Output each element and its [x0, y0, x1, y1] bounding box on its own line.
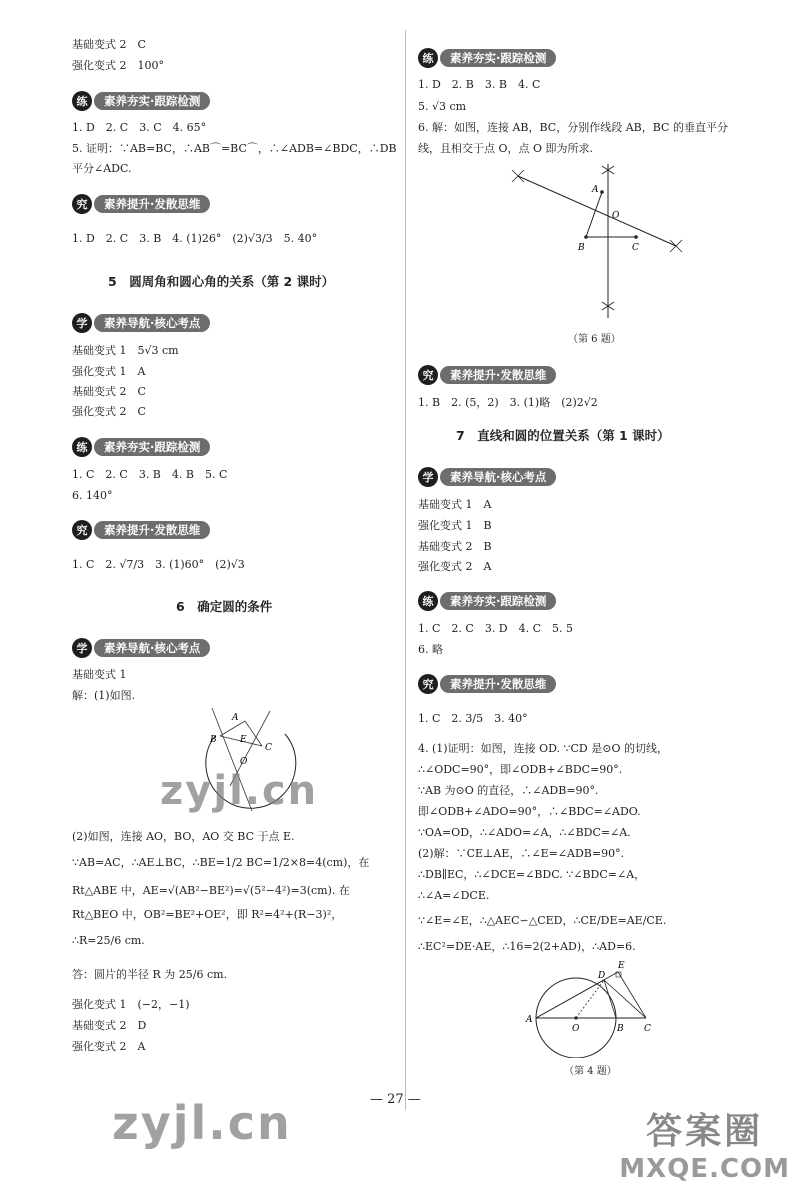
answer-line: ∴DB∥EC，∴∠DCE=∠BDC. ∵∠BDC=∠A，	[418, 868, 646, 881]
site-logo-title: 答案圈	[646, 1111, 764, 1152]
section-extension	[418, 673, 556, 695]
answer-line: ∵AB 为⊙O 的直径，∴∠ADB=90°.	[418, 784, 599, 797]
figure-4-tangent-circle	[518, 958, 668, 1058]
page-number: — 27 —	[370, 1092, 421, 1107]
answer-line: 基础变式 1 A	[418, 498, 492, 511]
section-label: 素养夯实·跟踪检测	[94, 438, 210, 456]
lesson-heading: 6 确定圆的条件	[176, 599, 273, 614]
answer-line: 基础变式 2 B	[418, 540, 492, 553]
answer-line: ∴∠ODC=90°，即∠ODB+∠BDC=90°.	[418, 763, 623, 776]
answer-line: 1. D 2. C 3. B 4. (1)26° (2)√3/3 5. 40°	[72, 232, 318, 245]
answer-line: 强化变式 2 C	[72, 405, 146, 418]
fig-label-a: A	[592, 185, 599, 195]
answer-line: 平分∠ADC.	[72, 162, 132, 175]
section-core	[418, 466, 556, 488]
section-practice	[72, 436, 210, 458]
watermark: zyjl.cn	[160, 768, 319, 814]
answer-line: 解：(1)如图.	[72, 689, 136, 702]
answer-line: 5. 证明：∵AB=BC，∴AB⌒=BC⌒，∴∠ADB=∠BDC，∴DB	[72, 142, 397, 155]
answer-line: (2)如图，连接 AO，BO，AO 交 BC 于点 E.	[72, 830, 295, 843]
answer-line: 1. C 2. C 3. B 4. B 5. C	[72, 468, 228, 481]
answer-line: 4. (1)证明：如图，连接 OD. ∵CD 是⊙O 的切线，	[418, 742, 668, 755]
fig-label-o: O	[240, 757, 248, 767]
section-badge: 练	[418, 591, 438, 611]
fig-label-e: E	[240, 735, 247, 745]
lesson-heading: 5 圆周角和圆心角的关系（第 2 课时）	[108, 274, 335, 289]
answer-line: 强化变式 1 B	[418, 519, 492, 532]
answer-line: 1. D 2. C 3. C 4. 65°	[72, 121, 207, 134]
section-extension	[72, 193, 210, 215]
section-badge: 究	[72, 194, 92, 214]
answer-line: 强化变式 1 A	[72, 365, 146, 378]
watermark: zyjl.cn	[112, 1096, 292, 1150]
answer-line: ∵OA=OD，∴∠ADO=∠A，∴∠BDC=∠A.	[418, 826, 631, 839]
section-badge: 练	[72, 91, 92, 111]
fig-label-b: B	[578, 243, 585, 253]
figure-caption: （第 6 题）	[568, 334, 621, 345]
section-badge: 学	[418, 467, 438, 487]
section-extension	[72, 519, 210, 541]
answer-line: 基础变式 1	[72, 668, 127, 681]
section-badge: 究	[72, 520, 92, 540]
answer-line: ∵∠E=∠E，∴△AEC∽△CED，∴CE/DE=AE/CE.	[418, 914, 667, 927]
answer-line: 基础变式 1 5√3 cm	[72, 344, 179, 357]
section-core	[72, 637, 210, 659]
section-practice	[418, 47, 556, 69]
figure-6-perpendicular-bisectors	[498, 162, 698, 322]
answer-line: 线，且相交于点 O，点 O 即为所求.	[418, 142, 594, 155]
fig-label-c: C	[644, 1024, 651, 1034]
section-label: 素养夯实·跟踪检测	[94, 92, 210, 110]
answer-line: 基础变式 2 D	[72, 1019, 147, 1032]
section-label: 素养提升·发散思维	[440, 366, 556, 384]
answer-line: 1. C 2. 3/5 3. 40°	[418, 712, 528, 725]
answer-line: ∴EC²=DE·AE，∴16=2(2+AD)，∴AD=6.	[418, 940, 636, 953]
site-logo-url: MXQE.COM	[619, 1154, 790, 1184]
section-label: 素养提升·发散思维	[94, 521, 210, 539]
section-badge: 究	[418, 365, 438, 385]
answer-line: 强化变式 2 100°	[72, 59, 164, 72]
fig-label-o: O	[612, 211, 620, 221]
answer-line: 强化变式 1 (−2，−1)	[72, 998, 190, 1011]
fig-label-c: C	[265, 743, 272, 753]
section-label: 素养夯实·跟踪检测	[440, 49, 556, 67]
answer-line: 6. 140°	[72, 489, 113, 502]
fig-label-c: C	[632, 243, 639, 253]
answer-line: ∴∠A=∠DCE.	[418, 889, 490, 902]
section-badge: 练	[72, 437, 92, 457]
section-extension	[418, 364, 556, 386]
answer-line: 1. D 2. B 3. B 4. C	[418, 78, 541, 91]
answer-line: 1. B 2. (5，2) 3. (1)略 (2)2√2	[418, 396, 598, 409]
answer-line: (2)解：∵CE⊥AE，∴∠E=∠ADB=90°.	[418, 847, 625, 860]
section-badge: 学	[72, 638, 92, 658]
fig-label-a: A	[526, 1015, 533, 1025]
answer-line: 6. 解：如图，连接 AB，BC，分别作线段 AB，BC 的垂直平分	[418, 121, 728, 134]
answer-line: 1. C 2. C 3. D 4. C 5. 5	[418, 622, 574, 635]
fig-label-b: B	[210, 735, 217, 745]
section-practice	[418, 590, 556, 612]
answer-line: Rt△BEO 中，OB²=BE²+OE²，即 R²=4²+(R−3)²，	[72, 908, 343, 921]
section-core	[72, 312, 210, 334]
section-label: 素养导航·核心考点	[440, 468, 556, 486]
answer-line: ∴R=25/6 cm.	[72, 934, 145, 947]
section-badge: 学	[72, 313, 92, 333]
site-logo	[619, 1103, 790, 1184]
lesson-heading: 7 直线和圆的位置关系（第 1 课时）	[456, 428, 670, 443]
fig-label-d: D	[598, 971, 606, 981]
answer-line: ∵AB=AC，∴AE⊥BC，∴BE=1/2 BC=1/2×8=4(cm)，在	[72, 856, 370, 869]
answer-line: 5. √3 cm	[418, 100, 467, 113]
section-label: 素养提升·发散思维	[440, 675, 556, 693]
answer-line: 即∠ODB+∠ADO=90°，∴∠BDC=∠ADO.	[418, 805, 641, 818]
fig-label-o: O	[572, 1024, 580, 1034]
fig-label-e: E	[618, 961, 625, 971]
section-label: 素养夯实·跟踪检测	[440, 592, 556, 610]
fig-label-a: A	[232, 713, 239, 723]
answer-line: Rt△ABE 中，AE=√(AB²−BE²)=√(5²−4²)=3(cm). 在	[72, 884, 350, 897]
answer-line: 强化变式 2 A	[418, 560, 492, 573]
answer-line: 基础变式 2 C	[72, 385, 146, 398]
section-badge: 练	[418, 48, 438, 68]
answer-line: 基础变式 2 C	[72, 38, 146, 51]
figure-caption: （第 4 题）	[564, 1066, 617, 1077]
answer-line: 6. 略	[418, 643, 443, 656]
section-practice	[72, 90, 210, 112]
answer-line: 1. C 2. √7/3 3. (1)60° (2)√3	[72, 558, 245, 571]
column-divider	[405, 30, 406, 1110]
answer-line: 答：圆片的半径 R 为 25/6 cm.	[72, 968, 228, 981]
fig-label-b: B	[617, 1024, 624, 1034]
answer-line: 强化变式 2 A	[72, 1040, 146, 1053]
section-label: 素养导航·核心考点	[94, 314, 210, 332]
section-badge: 究	[418, 674, 438, 694]
section-label: 素养提升·发散思维	[94, 195, 210, 213]
section-label: 素养导航·核心考点	[94, 639, 210, 657]
